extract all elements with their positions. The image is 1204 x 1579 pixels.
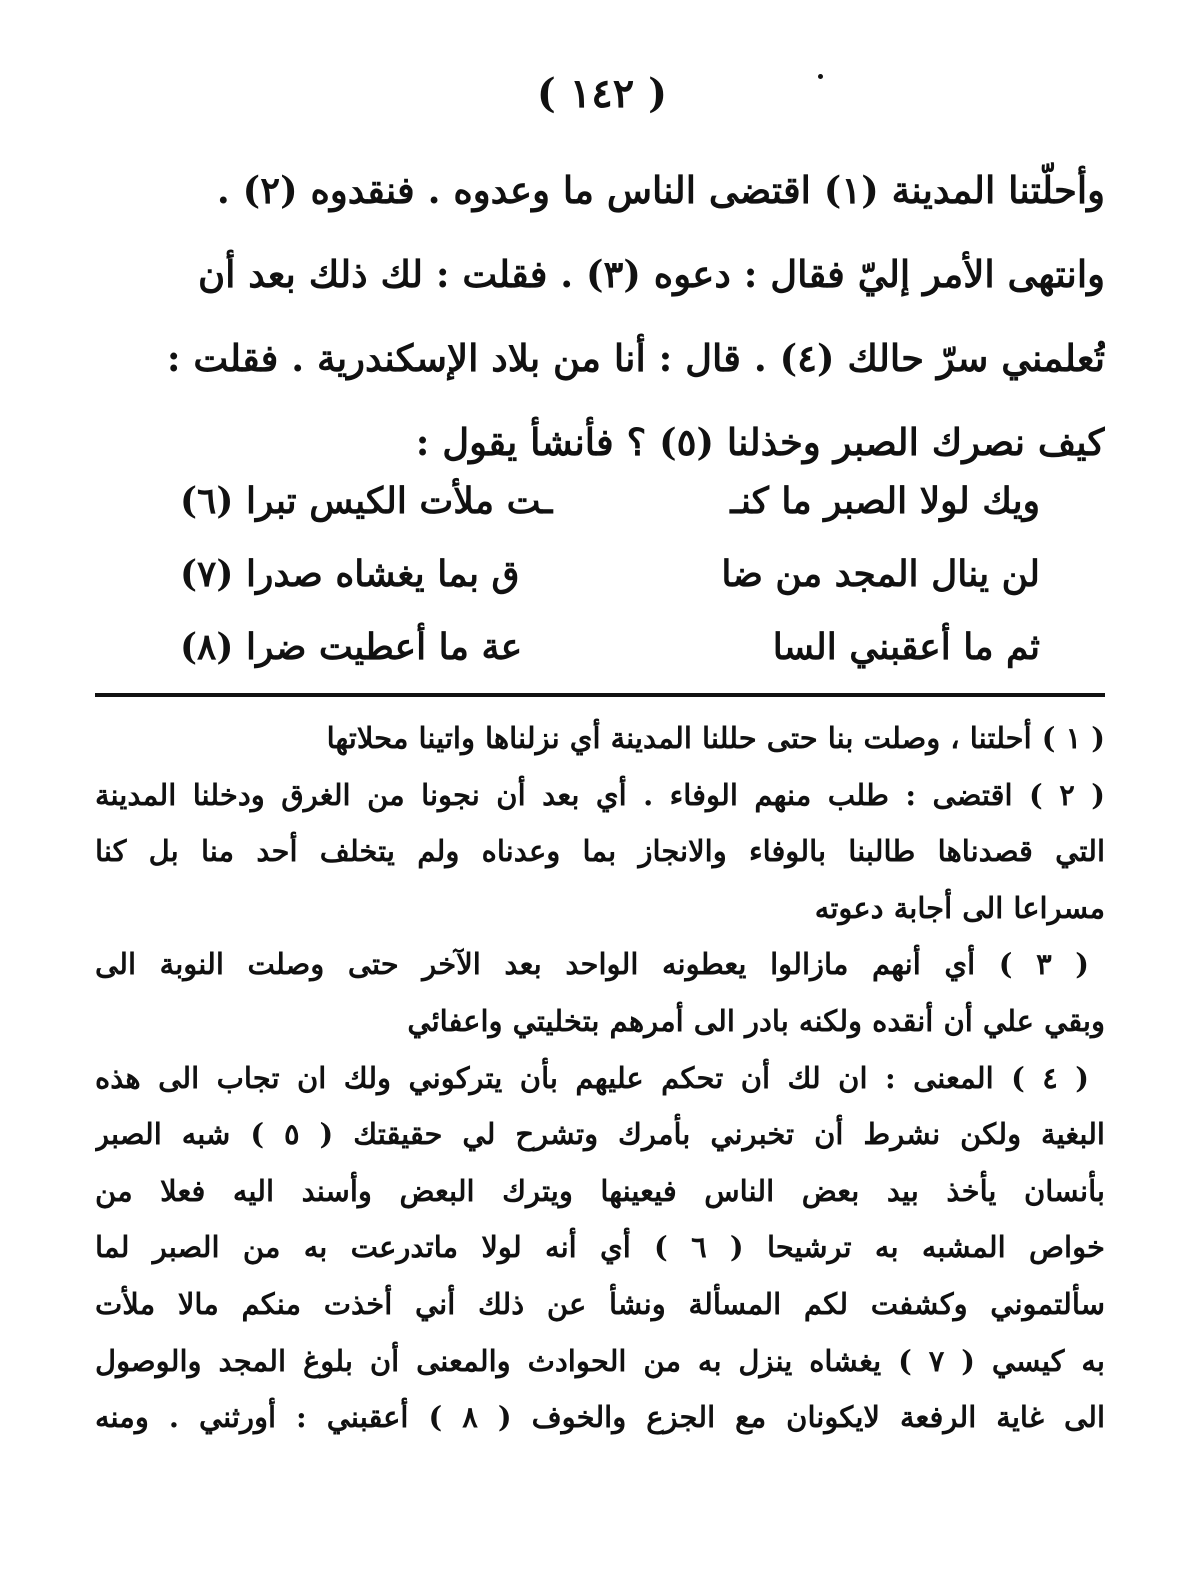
poem-verse xyxy=(180,465,1040,538)
ink-dot xyxy=(818,74,823,79)
footnote-line: سألتموني وكشفت لكم المسألة ونشأ عن ذلك أني أخذت منكم مالا ملأت xyxy=(95,1286,1105,1321)
footnote-line: ( ٣ ) أي أنهم مازالوا يعطونه الواحد بعد الآخر حتى وصلت النوبة الى xyxy=(95,947,1090,982)
poem-first-hemistich: ثم ما أعقبني السا xyxy=(772,626,1040,668)
footnote-line: وبقي علي أن أنقده ولكنه بادر الى أمرهم بتخليتي واعفائي xyxy=(407,1003,1105,1038)
footnotes-block xyxy=(95,710,1105,1446)
footnote-line: ( ٢ ) اقتضى : طلب منهم الوفاء . أي بعد أن نجونا من الغرق ودخلنا المدينة xyxy=(95,777,1105,812)
poem-second-hemistich: ـت ملأت الكيس تبرا (٦) xyxy=(180,480,553,522)
page-number: ( ١٤٢ ) xyxy=(536,70,668,117)
main-text-block xyxy=(95,148,1105,484)
poem-first-hemistich: لن ينال المجد من ضا xyxy=(721,553,1040,595)
main-text-line: وأحلّتنا المدينة (١) اقتضى الناس ما وعدوه . فنقدوه (٢) . xyxy=(216,168,1105,212)
main-text-line: تُعلمني سرّ حالك (٤) . قال : أنا من بلاد الإسكندرية . فقلت : xyxy=(166,336,1105,380)
footnote-line: بأنسان يأخذ بيد بعض الناس فيعينها ويترك البعض وأسند اليه فعلا من xyxy=(95,1173,1105,1208)
footnote-line: الى غاية الرفعة لايكونان مع الجزع والخوف ( ٨ ) أعقبني : أورثني . ومنه xyxy=(95,1400,1105,1435)
footnote-line: البغية ولكن نشرط أن تخبرني بأمرك وتشرح لي حقيقتك ( ٥ ) شبه الصبر xyxy=(95,1117,1105,1152)
footnote-divider xyxy=(95,693,1105,697)
footnote-line: التي قصدناها طالبنا بالوفاء والانجاز بما وعدناه ولم يتخلف أحد منا بل كنا xyxy=(95,834,1105,869)
main-text-line: كيف نصرك الصبر وخذلنا (٥) ؟ فأنشأ يقول : xyxy=(415,420,1105,464)
poem-block xyxy=(180,465,1040,684)
footnote-line: خواص المشبه به ترشيحا ( ٦ ) أي أنه لولا ماتدرعت به من الصبر لما xyxy=(95,1230,1105,1265)
poem-first-hemistich: ويك لولا الصبر ما كنـ xyxy=(730,480,1040,522)
poem-verse xyxy=(180,611,1040,684)
main-text-line: وانتهى الأمر إليّ فقال : دعوه (٣) . فقلت : لك ذلك بعد أن xyxy=(197,252,1105,296)
poem-second-hemistich: ق بما يغشاه صدرا (٧) xyxy=(180,553,520,595)
footnote-line: به كيسي ( ٧ ) يغشاه ينزل به من الحوادث والمعنى أن بلوغ المجد والوصول xyxy=(95,1343,1105,1378)
footnote-line: مسراعا الى أجابة دعوته xyxy=(814,890,1105,925)
poem-second-hemistich: عة ما أعطيت ضرا (٨) xyxy=(180,626,523,668)
footnote-line: ( ٤ ) المعنى : ان لك أن تحكم عليهم بأن يتركوني ولك ان تجاب الى هذه xyxy=(95,1060,1089,1095)
poem-verse xyxy=(180,538,1040,611)
footnote-line: ( ١ ) أحلتنا ، وصلت بنا حتى حللنا المدينة أي نزلناها واتينا محلاتها xyxy=(326,721,1105,755)
